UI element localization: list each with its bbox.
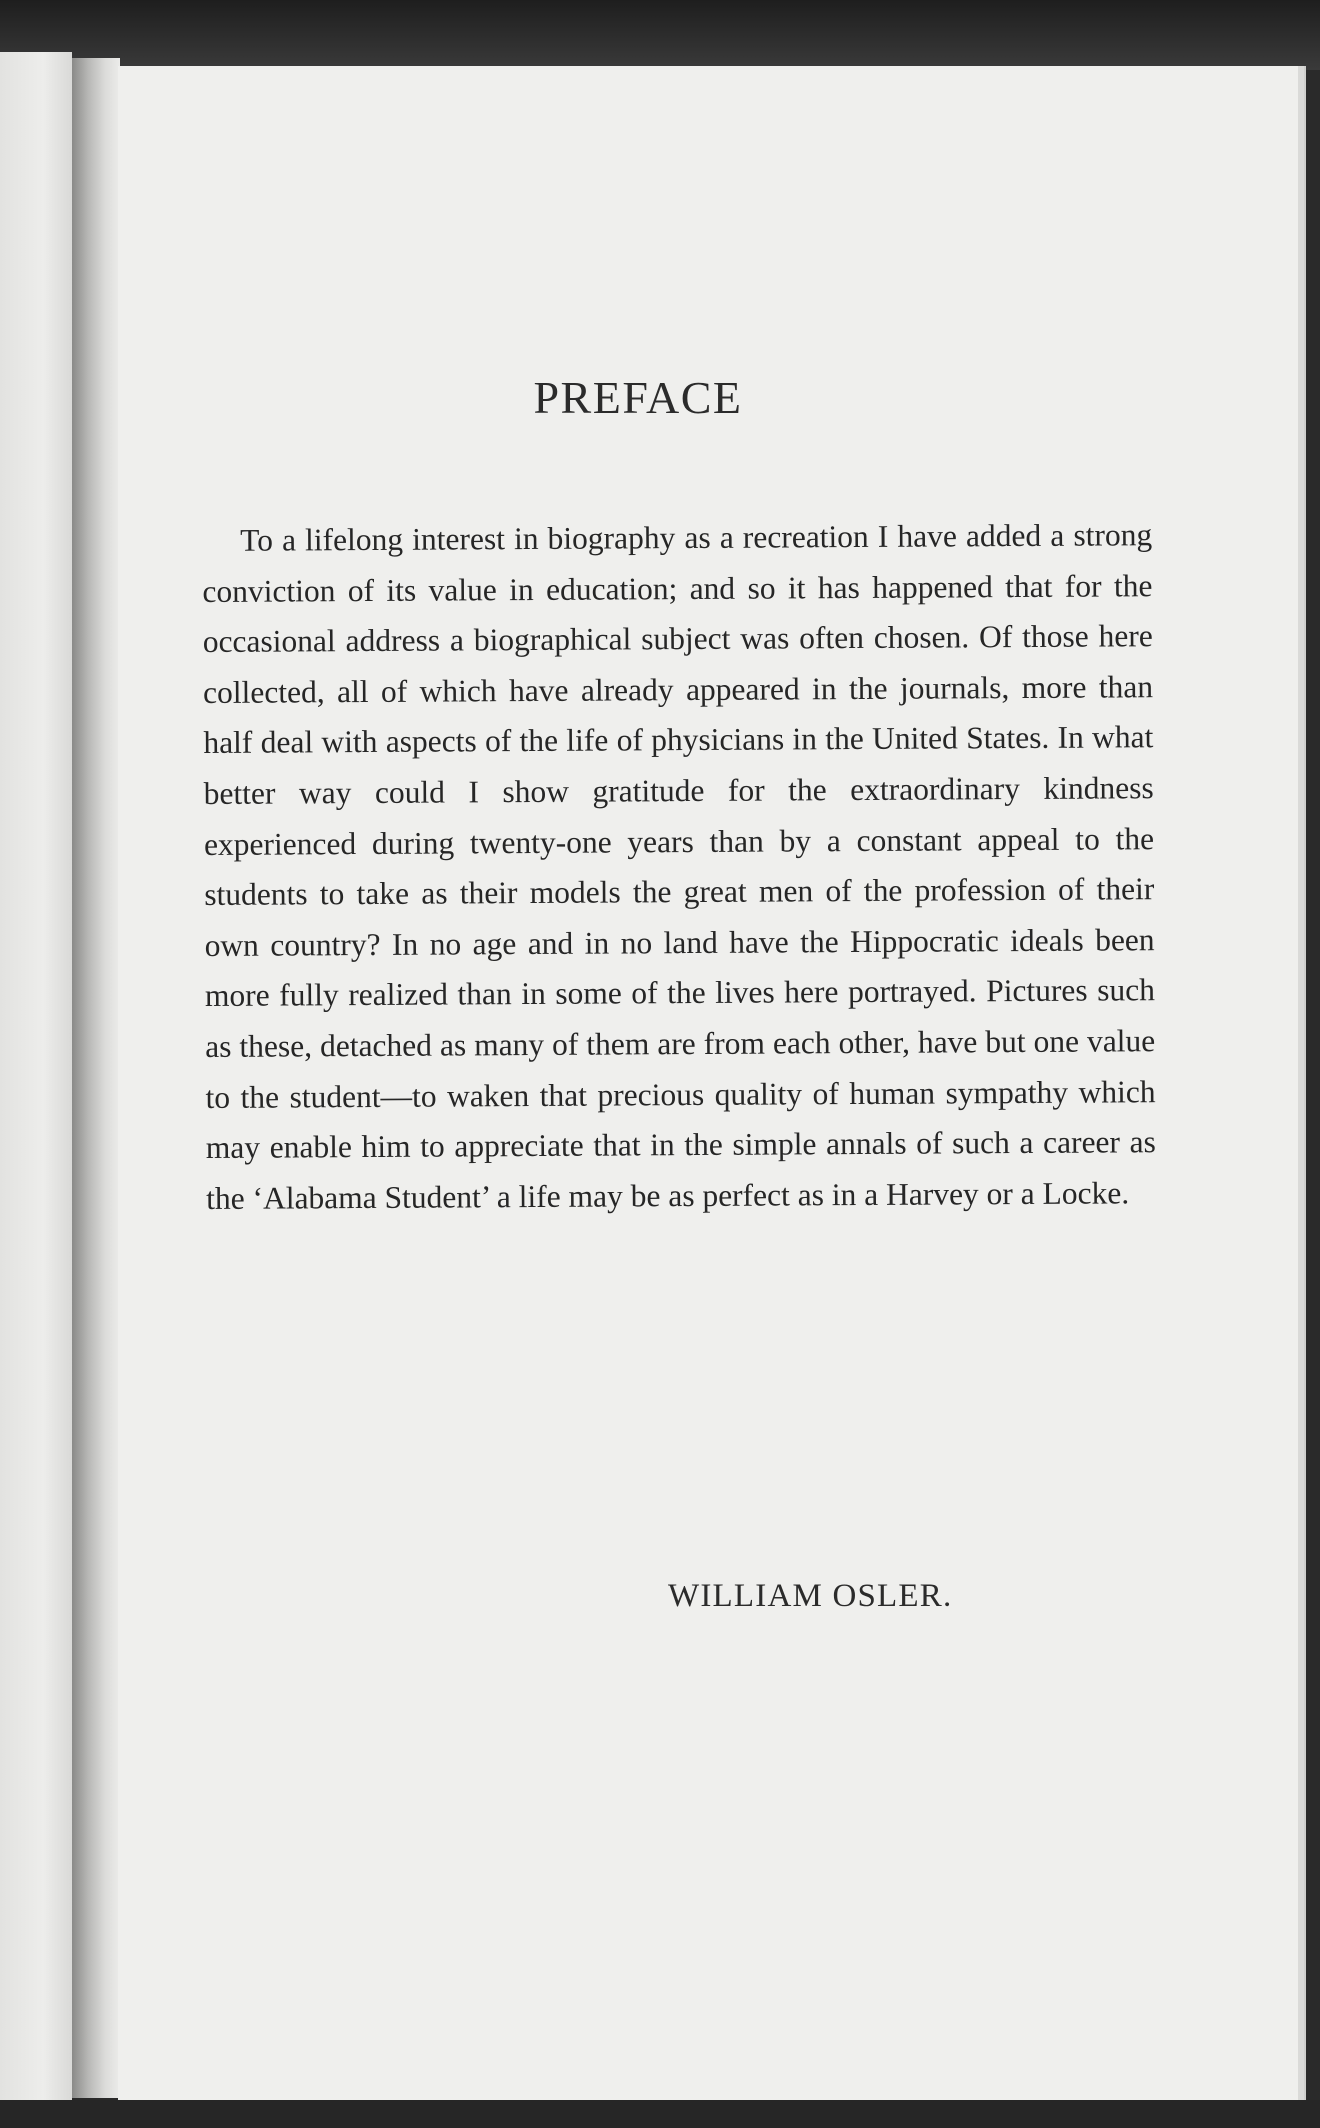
- book-gutter: [72, 58, 120, 2098]
- page-title: PREFACE: [533, 372, 743, 423]
- scan-top-edge: [0, 0, 1320, 70]
- author-signature: WILLIAM OSLER.: [668, 1578, 953, 1614]
- scan-bottom-edge: [0, 2100, 1320, 2128]
- preface-paragraph: [202, 510, 1156, 1224]
- book-page: [118, 66, 1306, 2100]
- preface-text: To a lifelong interest in biography as a recreation I have added a strong conviction of its value in education; and so it has happened that for the occasional address a biographical subject was often chosen. Of those here collected, all of which have already appeared in the journals, more than half deal with aspects of the life of physicians in the United States. In what better way could I show gratitude for the extraordinary kindness experienced during twenty-one years than by a constant appeal to the students to take as their models the great men of the profession of their own country? In no age and in no land have the Hippocratic ideals been more fully realized than in some of the lives here portrayed. Pictures such as these, detached as many of them are from each other, have but one value to the student—to waken that precious quality of human sympathy which may enable him to appreciate that in the simple annals of such a career as the ‘Alabama Student’ a life may be as perfect as in a Harvey or a Locke.: [202, 517, 1156, 1216]
- facing-page-edge: [0, 52, 72, 2112]
